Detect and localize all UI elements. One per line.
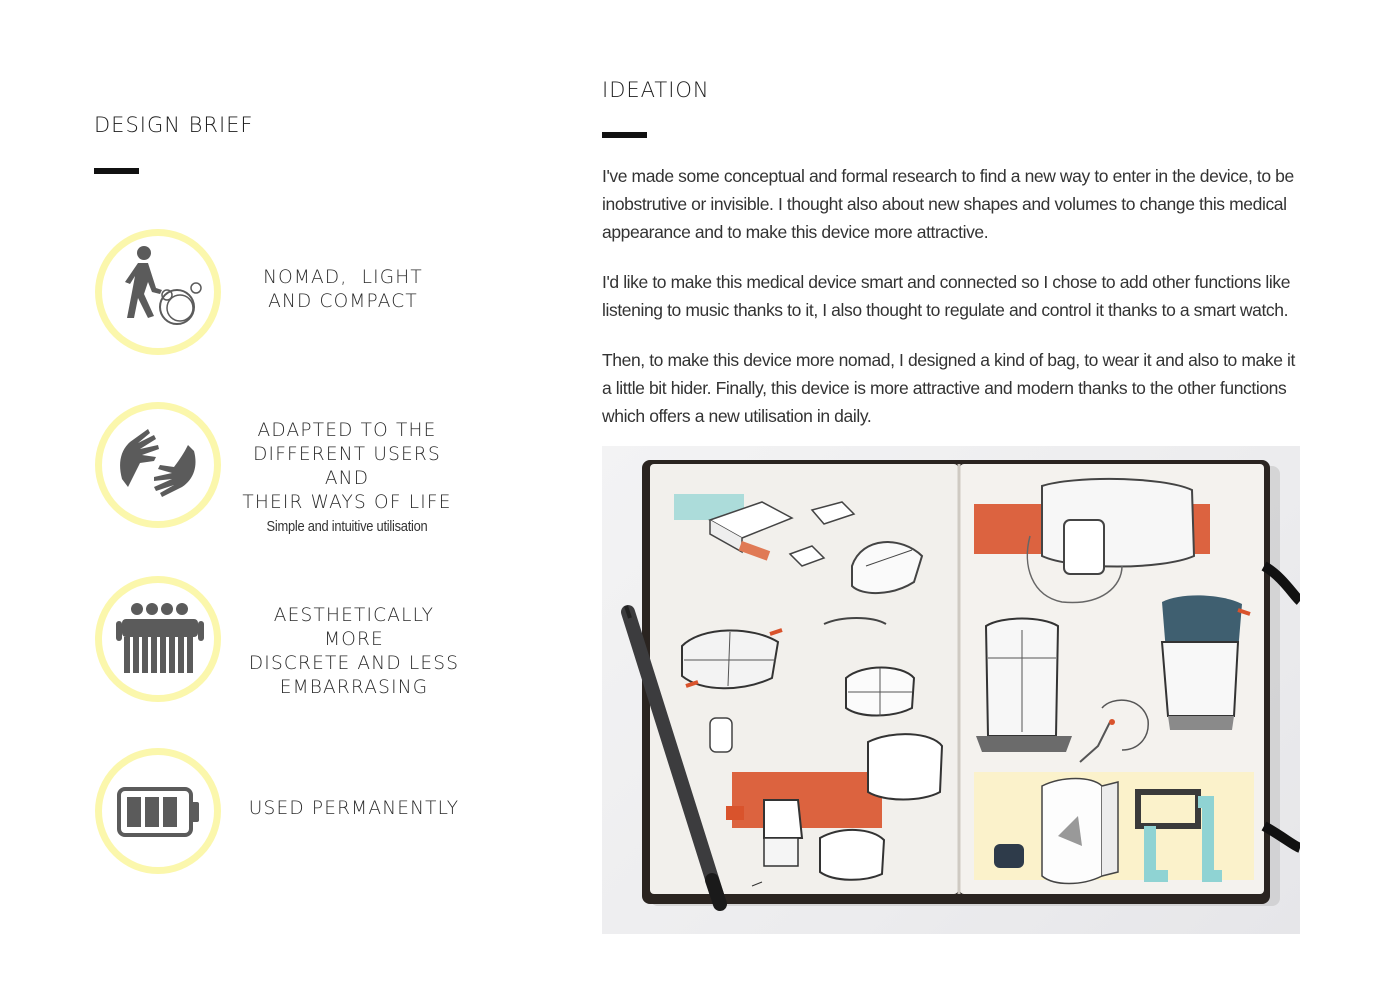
walking-person-icon — [102, 236, 214, 348]
feature-discrete-circle — [95, 576, 221, 702]
ideation-title: IDEATION — [602, 78, 710, 102]
feature-nomad-circle — [95, 229, 221, 355]
feature-nomad-line-2: AND COMPACT — [268, 291, 418, 312]
hands-icon — [102, 409, 214, 521]
feature-adapted-circle — [95, 402, 221, 528]
ideation-paragraph-3: Then, to make this device more nomad, I designed a kind of bag, to wear it and also to make it a little bit hider. Finally, this device is more attractive and modern thanks to the other functions which offers a new utilisation in daily. — [602, 350, 1295, 426]
feature-permanent-line-1: USED PERMANENTLY — [248, 798, 460, 819]
design-brief-underline — [94, 168, 139, 174]
group-of-people-icon — [102, 583, 214, 695]
feature-permanent-text — [244, 797, 464, 821]
feature-adapted-text — [232, 419, 462, 539]
sketchbook-photo — [602, 446, 1300, 934]
design-brief-title: DESIGN BRIEF — [94, 113, 254, 137]
feature-discrete-line-1: AESTHETICALLY MORE — [273, 605, 435, 650]
feature-adapted-line-1: ADAPTED TO THE — [257, 420, 437, 441]
battery-icon — [102, 755, 214, 867]
feature-nomad-line-1: NOMAD, LIGHT — [263, 267, 423, 288]
ideation-underline — [602, 132, 647, 138]
feature-discrete-line-2: DISCRETE AND LESS — [248, 653, 460, 674]
feature-adapted-line-2: DIFFERENT USERS AND — [253, 444, 441, 489]
feature-discrete-text — [244, 604, 464, 700]
feature-adapted-line-3: THEIR WAYS OF LIFE — [242, 492, 452, 513]
ideation-paragraph-2: I'd like to make this medical device smart and connected so I chose to add other functions like listening to music thanks to it, I also thought to regulate and control it thanks to a smart watch. — [602, 272, 1291, 320]
sketchbook-illustration — [602, 446, 1300, 934]
feature-adapted-subtitle: Simple and intuitive utilisation — [266, 518, 428, 535]
feature-nomad-text — [243, 266, 443, 314]
feature-discrete-line-3: EMBARRASING — [279, 677, 429, 698]
ideation-paragraph-1: I've made some conceptual and formal research to find a new way to enter in the device, to be inobstrutive or invisible. I thought also about new shapes and volumes to change this medical appearance and to make this device more attractive. — [602, 166, 1294, 242]
feature-permanent-circle — [95, 748, 221, 874]
